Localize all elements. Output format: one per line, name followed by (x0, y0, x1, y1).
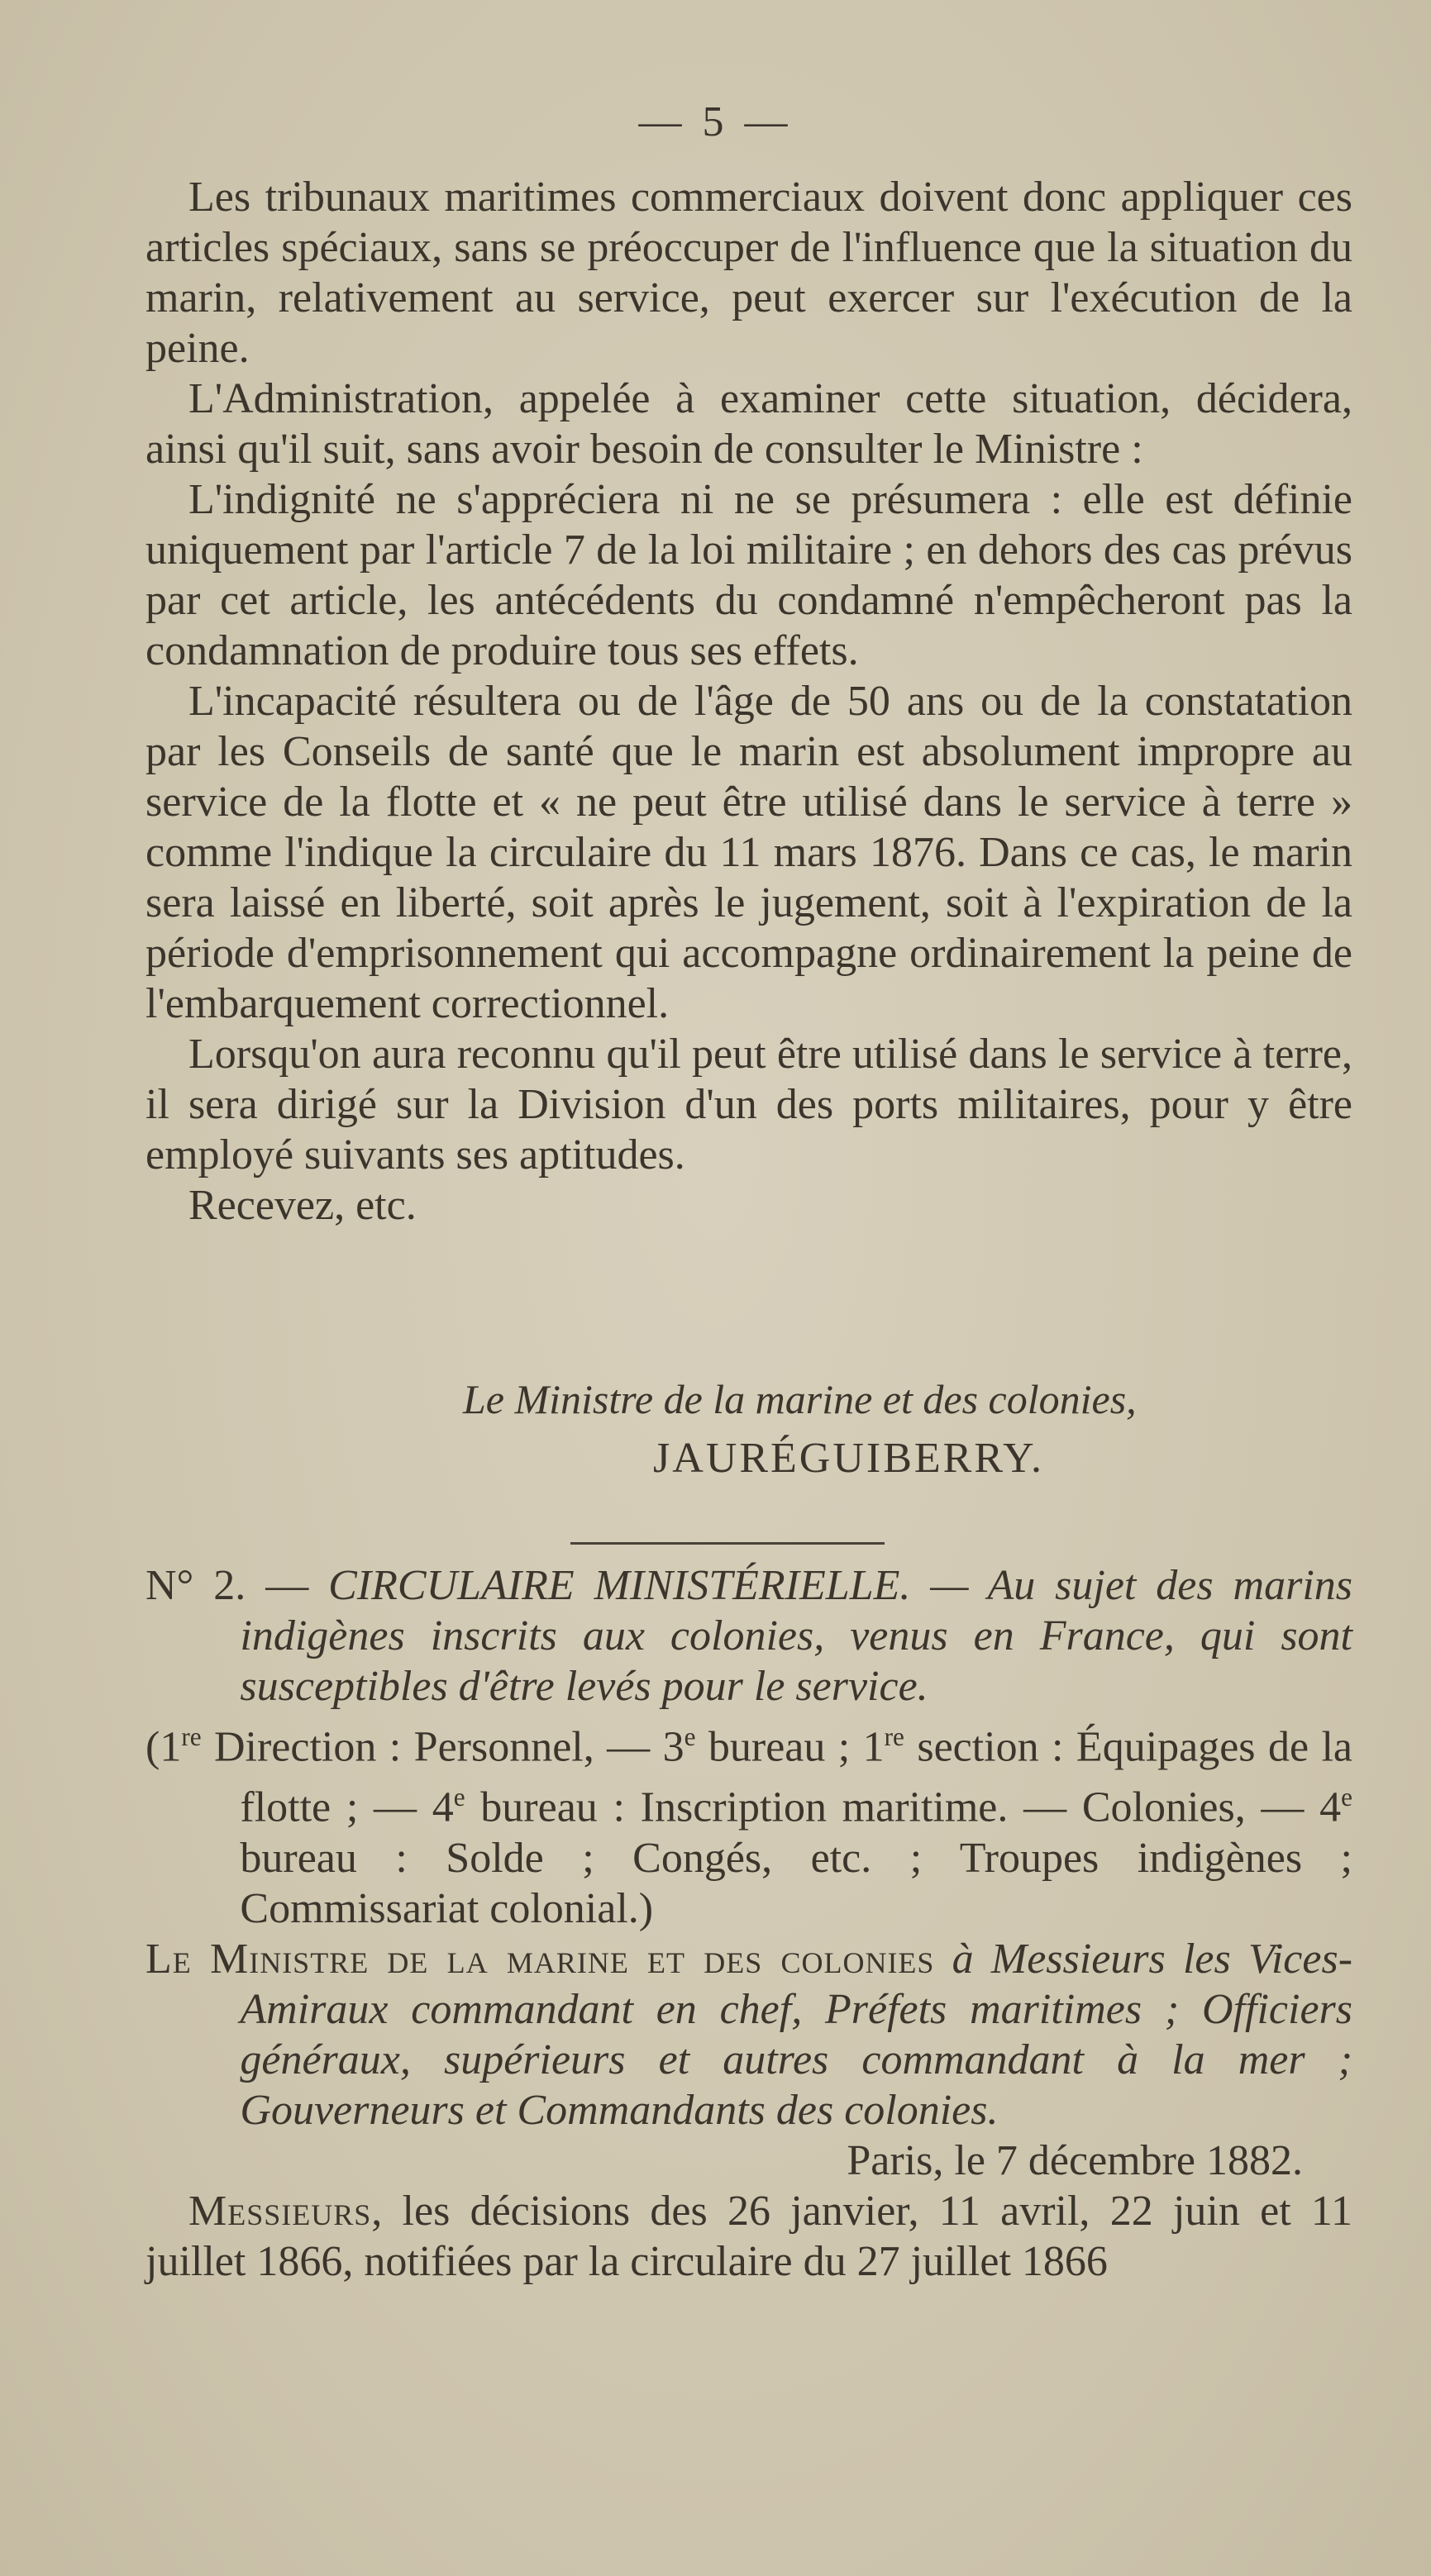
paragraph-6: Recevez, etc. (188, 1182, 417, 1229)
paragraph-4: L'incapacité résultera ou de l'âge de 50 ans ou de la constatation par les Conseils de santé que le marin est absolument impropre au service de la flotte et « ne peut être utilisé dans le service à terre » comme l'indique la circulaire du 11 mars 1876. Dans ce cas, le marin sera laissé en liberté, soit après le jugement, soit à l'expiration de la période d'emprisonnement qui accompagne ordinairement la peine de l'embarquement correctionnel. (145, 678, 1352, 1027)
direction-sup-e: e (1341, 1783, 1352, 1812)
circular-section (145, 1560, 1352, 2287)
dateline: Paris, le 7 décembre 1882. (847, 2136, 1303, 2184)
paragraph-3: L'indignité ne s'appréciera ni ne se présumera : elle est définie uniquement par l'article 7 de la loi militaire ; en dehors des cas prévus par cet article, les antécédents du condamné n'empêcheront pas la condamnation de produire tous ses effets. (145, 476, 1352, 674)
direction-sup-d: e (453, 1783, 465, 1812)
direction-sup-b: e (684, 1722, 696, 1751)
direction-text-b: Direction : Personnel, — 3 (201, 1723, 684, 1771)
section-divider (570, 1542, 885, 1545)
direction-text-a: (1 (145, 1723, 182, 1771)
opening-text: , les décisions des 26 janvier, 11 avril, 22 juin et 11 juillet 1866, notifiées par la circulaire du 27 juillet 1866 (145, 2187, 1352, 2285)
circular-title: CIRCULAIRE MINISTÉRIELLE. (328, 1562, 911, 1609)
paragraph-1: Les tribunaux maritimes commerciaux doivent donc appliquer ces articles spéciaux, sans se préoccuper de l'influence que la situation du marin, relativement au service, peut exercer sur l'exécution de la peine. (145, 174, 1352, 372)
body-text (145, 172, 1352, 1231)
signature-name: JAURÉGUIBERRY. (653, 1435, 1045, 1482)
signature-title: Le Ministre de la marine et des colonies, (463, 1376, 1137, 1422)
direction-line (145, 1712, 1352, 1934)
salutation: Messieurs (188, 2187, 372, 2235)
circular-heading (145, 1560, 1352, 1712)
direction-text-d: section : Équipages de la flotte ; — 4 (240, 1723, 1352, 1831)
page-number: — 5 — (638, 98, 793, 145)
addressee-recipients: à Messieurs les Vices-Amiraux commandant en chef, Préfets maritimes ; Officiers généraux, supérieurs et autres commandant à la mer ; Gouverneurs et Commandants des colonies. (240, 1935, 1353, 2134)
circular-subject: — Au sujet des marins indigènes inscrits aux colonies, venus en France, qui sont susceptibles d'être levés pour le service. (240, 1562, 1353, 1710)
addressee-minister: Le Ministre de la marine et des colonies (145, 1935, 935, 1983)
circular-number: N° 2. — (145, 1562, 309, 1609)
direction-sup-a: re (181, 1722, 202, 1751)
addressee (145, 1934, 1352, 2136)
direction-text-c: bureau ; 1 (695, 1723, 885, 1771)
paragraph-2: L'Administration, appelée à examiner cette situation, décidera, ainsi qu'il suit, sans avoir besoin de consulter le Ministre : (145, 375, 1352, 473)
paragraph-5: Lorsqu'on aura reconnu qu'il peut être utilisé dans le service à terre, il sera dirigé sur la Division d'un des ports militaires, pour y être employé suivants ses aptitudes. (145, 1031, 1352, 1178)
direction-text-f: bureau : Solde ; Congés, etc. ; Troupes indigènes ; Commissariat colonial.) (240, 1834, 1352, 1932)
direction-text-e: bureau : Inscription maritime. — Colonies, — 4 (465, 1783, 1342, 1831)
letter-opening (145, 2186, 1352, 2287)
direction-sup-c: re (884, 1722, 904, 1751)
